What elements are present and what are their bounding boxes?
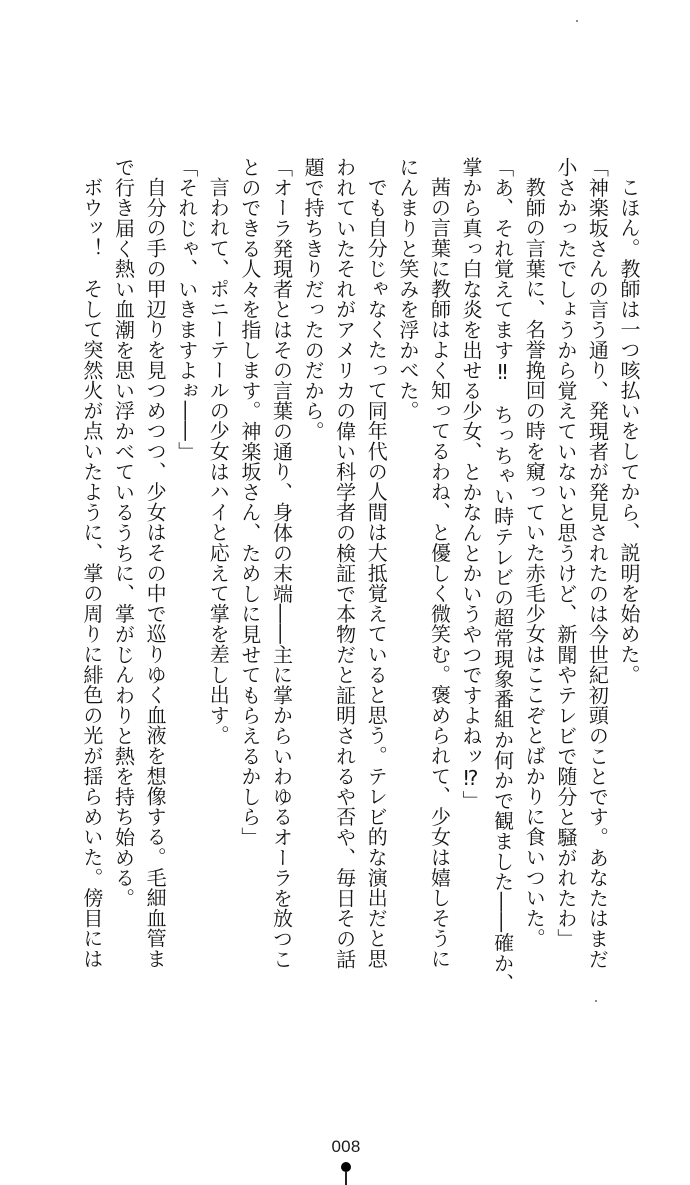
text-line: 「神楽坂さんの言う通り、発現者が発見されたのは今世紀初頭のことです。あなたはまだ bbox=[585, 157, 610, 969]
text-line: 掌から真っ白な炎を出せる少女、とかなんとかいうやつですよねッ⁉」 bbox=[459, 157, 484, 811]
text-line: 茜の言葉に教師はよく知ってるわね、と優しく微笑む。褒められて、少女は嬉しそうに bbox=[427, 177, 452, 969]
text-line: こほん。教師は一つ咳払いをしてから、説明を始めた。 bbox=[617, 177, 641, 685]
text-line: で行き届く熱い血潮を思い浮かべているうちに、掌がじんわりと熱を持ち始める。 bbox=[111, 157, 136, 909]
body-text bbox=[75, 157, 644, 997]
scan-speck bbox=[595, 1000, 597, 1002]
text-line: 「オーラ発現者とはその言葉の通り、身体の末端――主に掌からいわゆるオーラを放つこ bbox=[269, 157, 294, 969]
text-line: 「あ、それ覚えてます‼ ちっちゃい時テレビの超常現象番組か何かで観ました――確か、 bbox=[490, 157, 515, 994]
text-line: ボウッ！ そして突然火が点いたように、掌の周りに緋色の光が揺らめいた。傍目には bbox=[79, 177, 104, 969]
text-line: われていたそれがアメリカの偉い科学者の検証で本物だと証明されるや否や、毎日その話 bbox=[332, 157, 357, 969]
text-line: 自分の手の甲辺りを見つめつつ、少女はその中で巡りゆく血液を想像する。毛細血管ま bbox=[143, 177, 168, 969]
text-line: 教師の言葉に、名誉挽回の時を窺っていた赤毛少女はここぞとばかりに食いついた。 bbox=[522, 177, 547, 949]
text-line: 題で持ちきりだったのだから。 bbox=[301, 157, 326, 442]
text-line: 「それじゃ、いきますよぉ――」 bbox=[174, 157, 199, 462]
text-line: 小さかったでしょうから覚えていないと思うけど、新聞やテレビで随分と騒がれたわ」 bbox=[553, 157, 578, 949]
page-number: 008 bbox=[331, 1137, 361, 1156]
text-line: 言われて、ポニーテールの少女はハイと応えて掌を差し出す。 bbox=[206, 177, 231, 746]
text-line: でも自分じゃなくたって同年代の人間は大抵覚えていると思う。テレビ的な演出だと思 bbox=[364, 177, 389, 969]
page-marker-line bbox=[345, 1171, 347, 1185]
text-line: とのできる人々を指します。神楽坂さん、ためしに見せてもらえるかしら」 bbox=[237, 157, 262, 848]
scan-speck bbox=[576, 20, 578, 22]
text-line: にんまりと笑みを浮かべた。 bbox=[395, 157, 420, 421]
